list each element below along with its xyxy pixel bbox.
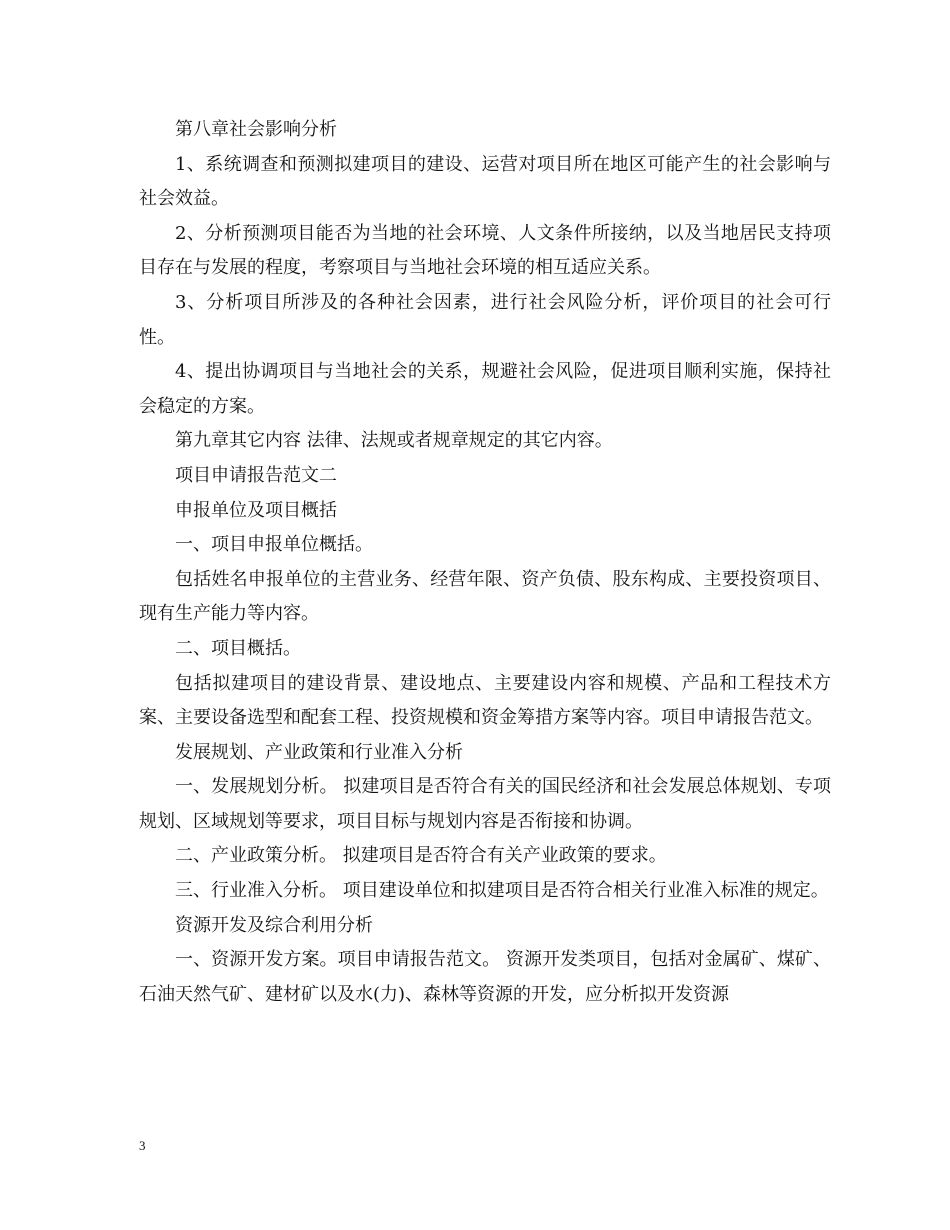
paragraph: 4、提出协调项目与当地社会的关系，规避社会风险，促进项目顺利实施，保持社会稳定的方案。 [139,361,831,417]
paragraph: 包括姓名申报单位的主营业务、经营年限、资产负债、股东构成、主要投资项目、现有生产能力等内容。 [139,568,831,625]
paragraph: 一、发展规划分析。 拟建项目是否符合有关的国民经济和社会发展总体规划、专项规划、区域规划等要求，项目目标与规划内容是否衔接和协调。 [139,776,831,832]
chapter-9-heading: 第九章其它内容 法律、法规或者规章规定的其它内容。 [175,430,613,452]
paragraph: 包括拟建项目的建设背景、建设地点、主要建设内容和规模、产品和工程技术方案、主要设备选型和配套工程、投资规模和资金筹措方案等内容。项目申请报告范文。 [139,672,831,729]
document-body [139,113,831,1012]
paragraph: 2、分析预测项目能否为当地的社会环境、人文条件所接纳，以及当地居民支持项目存在与发展的程度，考察项目与当地社会环境的相互适应关系。 [139,222,831,279]
paragraph: 三、行业准入分析。 项目建设单位和拟建项目是否符合相关行业准入标准的规定。 [175,880,829,902]
chapter-8-heading: 第八章社会影响分析 [175,119,337,140]
section-title: 项目申请报告范文二 [175,464,337,486]
section-heading: 申报单位及项目概括 [175,499,337,521]
paragraph: 1、系统调查和预测拟建项目的建设、运营对项目所在地区可能产生的社会影响与社会效益。 [139,153,831,210]
section-heading: 发展规划、产业政策和行业准入分析 [175,741,463,763]
section-heading: 资源开发及综合利用分析 [175,914,373,936]
subsection-heading: 一、项目申报单位概括。 [175,534,373,556]
paragraph: 3、分析项目所涉及的各种社会因素，进行社会风险分析，评价项目的社会可行性。 [139,291,831,348]
paragraph: 一、资源开发方案。项目申请报告范文。 资源开发类项目，包括对金属矿、煤矿、石油天然气矿、建材矿以及水(力)、森林等资源的开发，应分析拟开发资源 [139,949,831,1005]
page-number: 3 [139,1138,146,1153]
subsection-heading: 二、项目概括。 [175,637,301,659]
paragraph: 二、产业政策分析。 拟建项目是否符合有关产业政策的要求。 [175,845,667,867]
